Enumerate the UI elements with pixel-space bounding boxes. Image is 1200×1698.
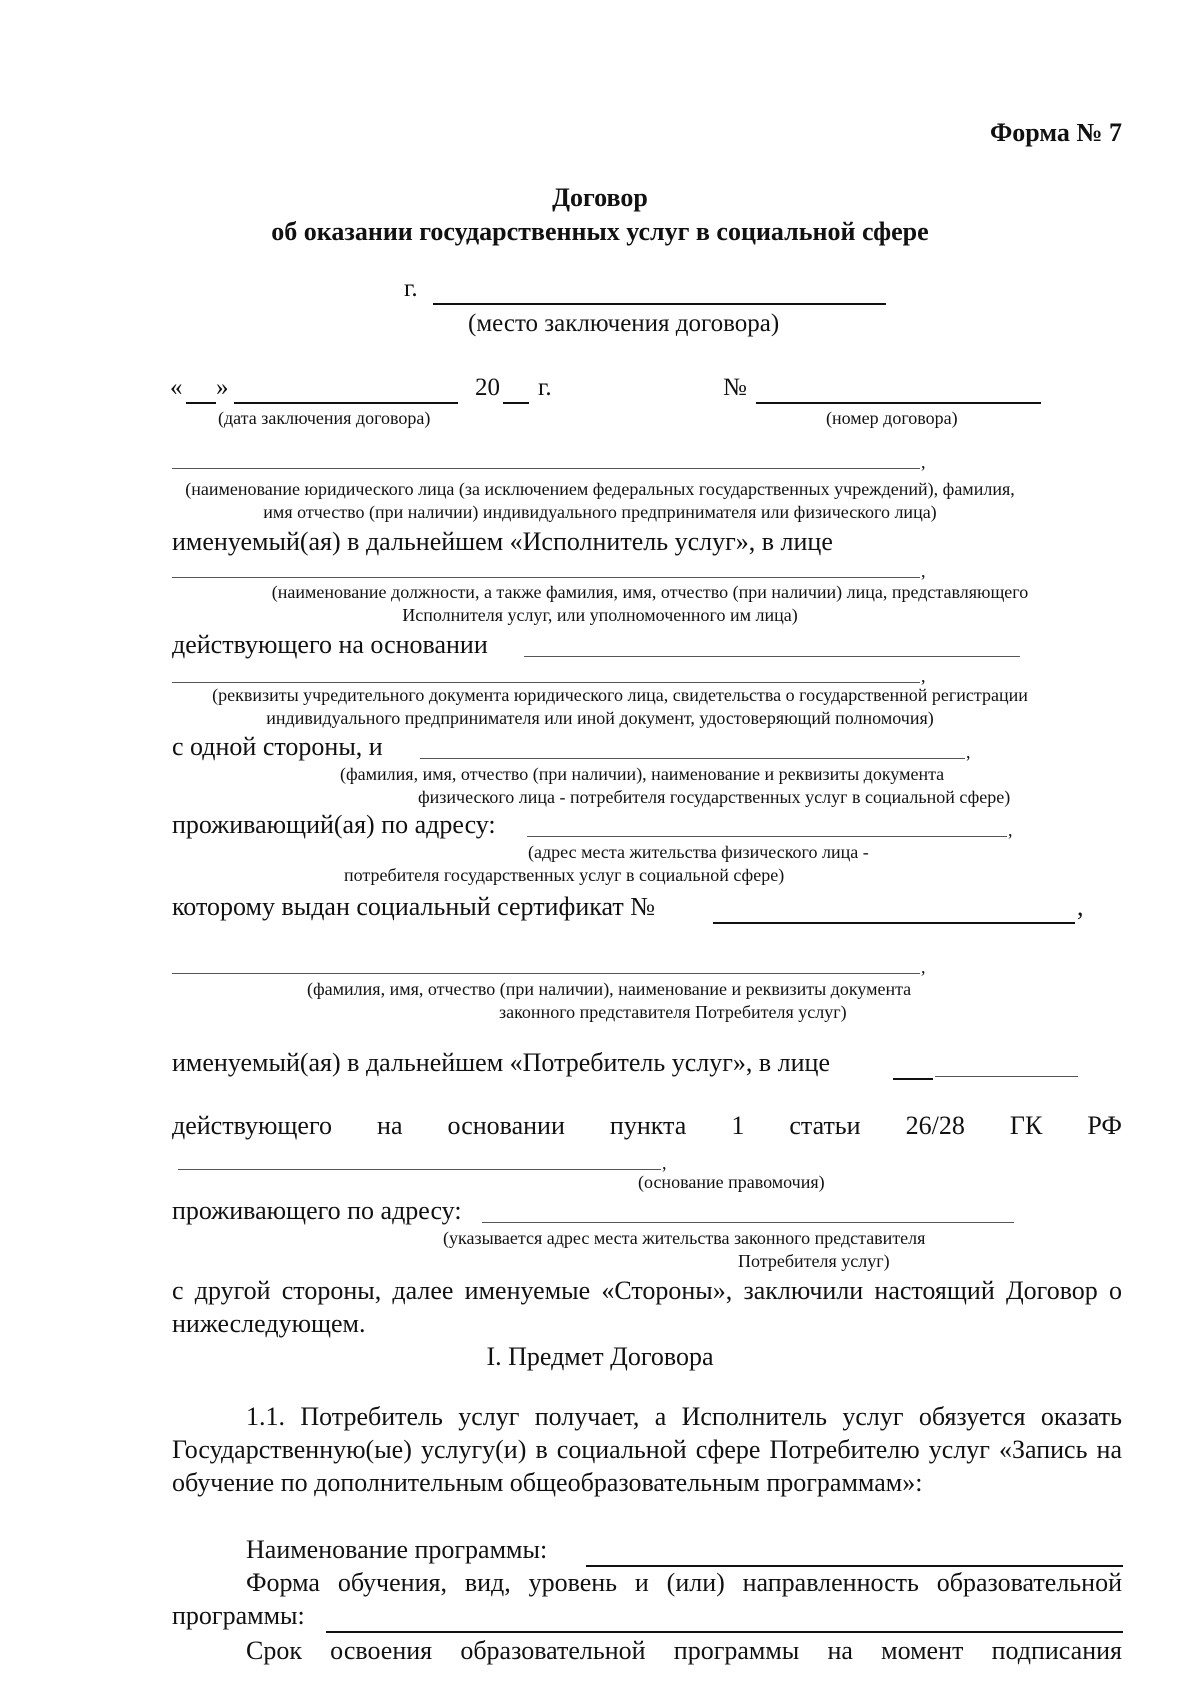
executor-caption-line1: (наименование юридического лица (за исключением федеральных государственных учреждений), фамилия, bbox=[185, 479, 1015, 499]
comma: , bbox=[966, 742, 971, 762]
consumer-caption-line2: физического лица - потребителя государственных услуг в социальной сфере) bbox=[418, 787, 1011, 807]
form-number: Форма № 7 bbox=[989, 118, 1122, 147]
program-name-field[interactable] bbox=[586, 1535, 1123, 1567]
acting-word: основании bbox=[447, 1111, 565, 1140]
year-suffix: г. bbox=[538, 374, 552, 401]
date-caption: (дата заключения договора) bbox=[218, 408, 431, 428]
representative-named: именуемый(ая) в дальнейшем «Потребитель услуг», в лице bbox=[172, 1048, 830, 1077]
date-open-quote: « bbox=[170, 374, 183, 401]
representative-residing: проживающего по адресу: bbox=[172, 1196, 462, 1225]
place-field[interactable] bbox=[433, 275, 886, 305]
basis-caption: (основание правомочия) bbox=[638, 1172, 825, 1192]
consumer-name-field[interactable] bbox=[420, 758, 965, 759]
representative-address-field[interactable] bbox=[482, 1222, 1014, 1223]
representative-caption-line2: законного представителя Потребителя услуг) bbox=[499, 1002, 847, 1022]
executor-acting: действующего на основании bbox=[172, 630, 488, 659]
document-subtitle: об оказании государственных услуг в социальной сфере bbox=[271, 217, 929, 246]
acting-word: 1 bbox=[731, 1111, 745, 1140]
program-term-line: Срок освоения образовательной программы на момент подписания bbox=[246, 1636, 1122, 1665]
program-form-line1: Форма обучения, вид, уровень и (или) направленность образовательной bbox=[246, 1568, 1122, 1597]
year-field[interactable] bbox=[503, 374, 529, 404]
executor-doc-caption-line2: индивидуального предпринимателя или иной документ, удостоверяющий полномочия) bbox=[266, 708, 934, 728]
representative-person-field-b[interactable] bbox=[935, 1076, 1078, 1077]
certificate-number-field[interactable] bbox=[713, 892, 1075, 924]
program-form-line2: программы: bbox=[172, 1601, 305, 1630]
number-caption: (номер договора) bbox=[826, 408, 958, 428]
representative-person-field-a[interactable] bbox=[893, 1048, 933, 1080]
comma: , bbox=[921, 957, 926, 977]
acting-word: на bbox=[377, 1111, 403, 1140]
date-close-quote: » bbox=[216, 374, 229, 401]
number-prefix: № bbox=[723, 374, 747, 401]
executor-rep-field[interactable] bbox=[172, 577, 920, 578]
executor-name-field[interactable] bbox=[172, 468, 920, 469]
comma: , bbox=[662, 1153, 667, 1173]
consumer-addr-caption-line2: потребителя государственных услуг в социальной сфере) bbox=[344, 865, 785, 885]
acting-word: 26/28 bbox=[905, 1111, 965, 1140]
comma: , bbox=[921, 561, 926, 581]
representative-caption-line1: (фамилия, имя, отчество (при наличии), наименование и реквизиты документа bbox=[307, 979, 912, 999]
acting-word: статьи bbox=[789, 1111, 861, 1140]
closing-paragraph: с другой стороны, далее именуемые «Стороны», заключили настоящий Договор о нижеследующем. bbox=[172, 1276, 1122, 1338]
representative-acting-row bbox=[172, 1111, 1122, 1141]
executor-acting-field[interactable] bbox=[524, 656, 1020, 657]
comma: , bbox=[1077, 892, 1084, 921]
representative-addr-caption-line1: (указывается адрес места жительства законного представителя bbox=[443, 1228, 926, 1248]
consumer-caption-line1: (фамилия, имя, отчество (при наличии), наименование и реквизиты документа bbox=[340, 764, 945, 784]
place-prefix: г. bbox=[404, 275, 418, 302]
day-field[interactable] bbox=[186, 374, 216, 404]
program-name-label: Наименование программы: bbox=[246, 1535, 548, 1564]
consumer-addr-caption-line1: (адрес места жительства физического лица - bbox=[528, 842, 869, 862]
comma: , bbox=[1008, 820, 1013, 840]
program-form-field[interactable] bbox=[326, 1601, 1123, 1633]
section-heading: I. Предмет Договора bbox=[486, 1342, 714, 1371]
acting-word: ГК bbox=[1009, 1111, 1043, 1140]
acting-word: действующего bbox=[172, 1111, 332, 1140]
executor-named: именуемый(ая) в дальнейшем «Исполнитель услуг», в лице bbox=[172, 527, 833, 556]
comma: , bbox=[921, 666, 926, 686]
document-title: Договор bbox=[552, 183, 648, 212]
executor-doc-field[interactable] bbox=[172, 682, 920, 683]
consumer-residing: проживающий(ая) по адресу: bbox=[172, 810, 496, 839]
clause-1-1: 1.1. Потребитель услуг получает, а Исполнитель услуг обязуется оказать Государственную(ые) услугу(и) в социальной сфере Потребителю услуг «Запись на обучение по дополнительным общеобразовательным программам»: bbox=[172, 1402, 1122, 1497]
month-field[interactable] bbox=[234, 374, 458, 404]
acting-word: РФ bbox=[1087, 1111, 1122, 1140]
executor-rep-caption-line2: Исполнителя услуг, или уполномоченного им лица) bbox=[402, 605, 798, 625]
executor-caption-line2: имя отчество (при наличии) индивидуального предпринимателя или физического лица) bbox=[263, 502, 937, 522]
year-prefix: 20 bbox=[475, 374, 500, 401]
place-caption: (место заключения договора) bbox=[468, 310, 780, 337]
representative-addr-caption-line2: Потребителя услуг) bbox=[738, 1251, 890, 1271]
contract-number-field[interactable] bbox=[756, 374, 1041, 404]
consumer-one-side: с одной стороны, и bbox=[172, 732, 383, 761]
executor-doc-caption-line1: (реквизиты учредительного документа юридического лица, свидетельства о государственной регистрации bbox=[212, 685, 1028, 705]
consumer-certificate: которому выдан социальный сертификат № bbox=[172, 892, 656, 921]
comma: , bbox=[921, 452, 926, 472]
acting-word: пункта bbox=[609, 1111, 687, 1140]
consumer-address-field[interactable] bbox=[527, 836, 1007, 837]
representative-basis-field[interactable] bbox=[178, 1169, 661, 1170]
executor-rep-caption-line1: (наименование должности, а также фамилия, имя, отчество (при наличии) лица, представляющего bbox=[271, 582, 1029, 602]
representative-name-field[interactable] bbox=[172, 973, 920, 974]
